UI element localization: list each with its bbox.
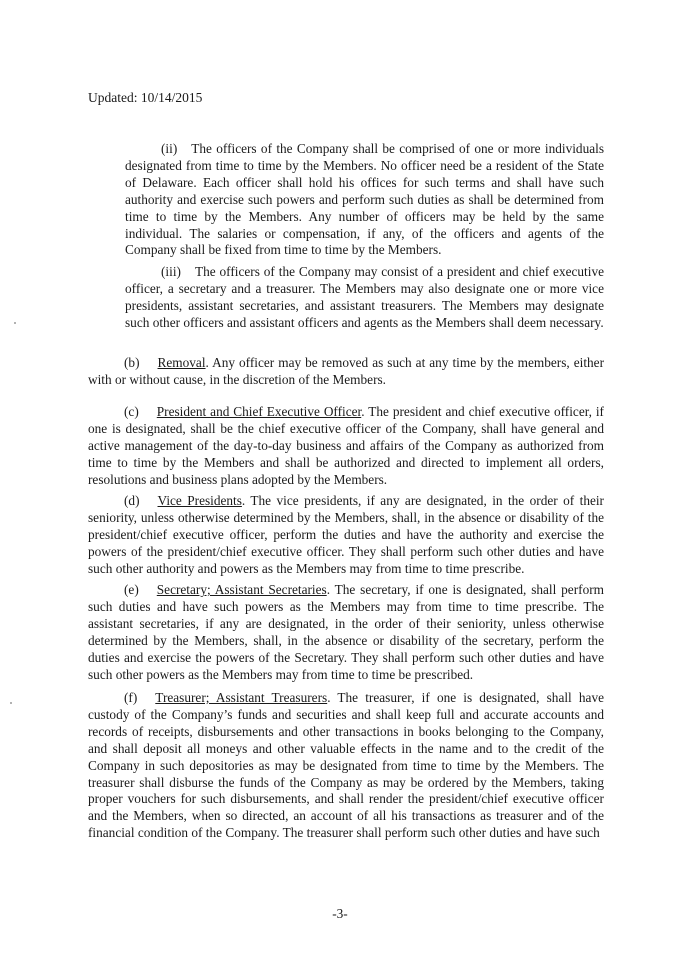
scan-speck — [14, 322, 16, 324]
section-heading: Removal — [157, 355, 206, 370]
paragraph-b-removal — [88, 355, 604, 389]
paragraph-text: . The secretary, if one is designated, shall perform such duties and have such powers as the Members may from time to time prescribe. The assistant secretaries, if any are designated, in the order of their seniority, unless otherwise determined by the Members, shall, in the absence or disability of the secretary, perform the duties and exercise the powers of the Secretary. They shall perform such other duties and have such other powers as the Members may from time to time be prescribed. — [88, 582, 604, 682]
paragraph-text: The officers of the Company may consist of a president and chief executive officer, a secretary and a treasurer. The Members may also designate one or more vice presidents, assistant secretaries, and assistant treasurers. The Members may designate such other officers and assistant officers and agents as the Members shall deem necessary. — [125, 264, 604, 330]
paragraph-text: . The treasurer, if one is designated, shall have custody of the Company’s funds and securities and shall keep full and accurate accounts and records of receipts, disbursements and other transactions in books belonging to the Company, and shall deposit all moneys and other valuable effects in the name and to the credit of the Company in such depositories as may be designated from time to time by the Members. The treasurer shall disburse the funds of the Company as may be ordered by the Members, taking proper vouchers for such disbursements, and shall render the president/chief executive officer and the Members, when so directed, an account of all his transactions as treasurer and of the financial condition of the Company. The treasurer shall perform such other duties and have such — [88, 690, 604, 841]
paragraph-label: (b) — [124, 355, 140, 370]
section-heading: Vice Presidents — [157, 493, 242, 508]
paragraph-d-vice-presidents — [88, 493, 604, 578]
page-number: -3- — [332, 906, 348, 921]
section-heading: Secretary; Assistant Secretaries — [156, 582, 327, 597]
paragraph-text: . The vice presidents, if any are designated, in the order of their seniority, unless otherwise determined by the Members, shall, in the absence or disability of the president/chief executive officer, perform the duties and have the authority and exercise the powers of the president/chief executive officer. They shall perform such other duties and have such other authority and powers as the Members may from time to time prescribe. — [88, 493, 604, 576]
paragraph-iii — [125, 264, 604, 332]
paragraph-ii — [125, 141, 604, 259]
paragraph-label: (e) — [124, 582, 139, 597]
section-heading: President and Chief Executive Officer — [156, 404, 362, 419]
paragraph-text: . The president and chief executive officer, if one is designated, shall be the chief executive officer of the Company, shall have general and active management of the day-to-day business and affairs of the Company as authorized from time to time by the Members and shall be authorized and directed to implement all orders, resolutions and business plans adopted by the Members. — [88, 404, 604, 487]
paragraph-label: (d) — [124, 493, 140, 508]
section-heading: Treasurer; Assistant Treasurers — [155, 690, 328, 705]
paragraph-e-secretary — [88, 582, 604, 683]
paragraph-label: (c) — [124, 404, 139, 419]
paragraph-f-treasurer — [88, 690, 604, 842]
paragraph-label: (f) — [124, 690, 138, 705]
paragraph-label: (iii) — [161, 264, 181, 279]
paragraph-text: . Any officer may be removed as such at any time by the members, either with or without cause, in the discretion of the Members. — [88, 355, 604, 387]
paragraph-text: The officers of the Company shall be comprised of one or more individuals designated from time to time by the Members. No officer need be a resident of the State of Delaware. Each officer shall hold his offices for such terms and shall have such authority and exercise such powers and perform such duties as shall be determined from time to time by the Members. Any number of officers may be held by the same individual. The salaries or compensation, if any, of the officers and agents of the Company shall be fixed from time to time by the Members. — [125, 141, 604, 258]
updated-date: Updated: 10/14/2015 — [88, 90, 203, 105]
paragraph-c-president — [88, 404, 604, 489]
paragraph-label: (ii) — [161, 141, 178, 156]
scan-speck — [10, 702, 12, 704]
